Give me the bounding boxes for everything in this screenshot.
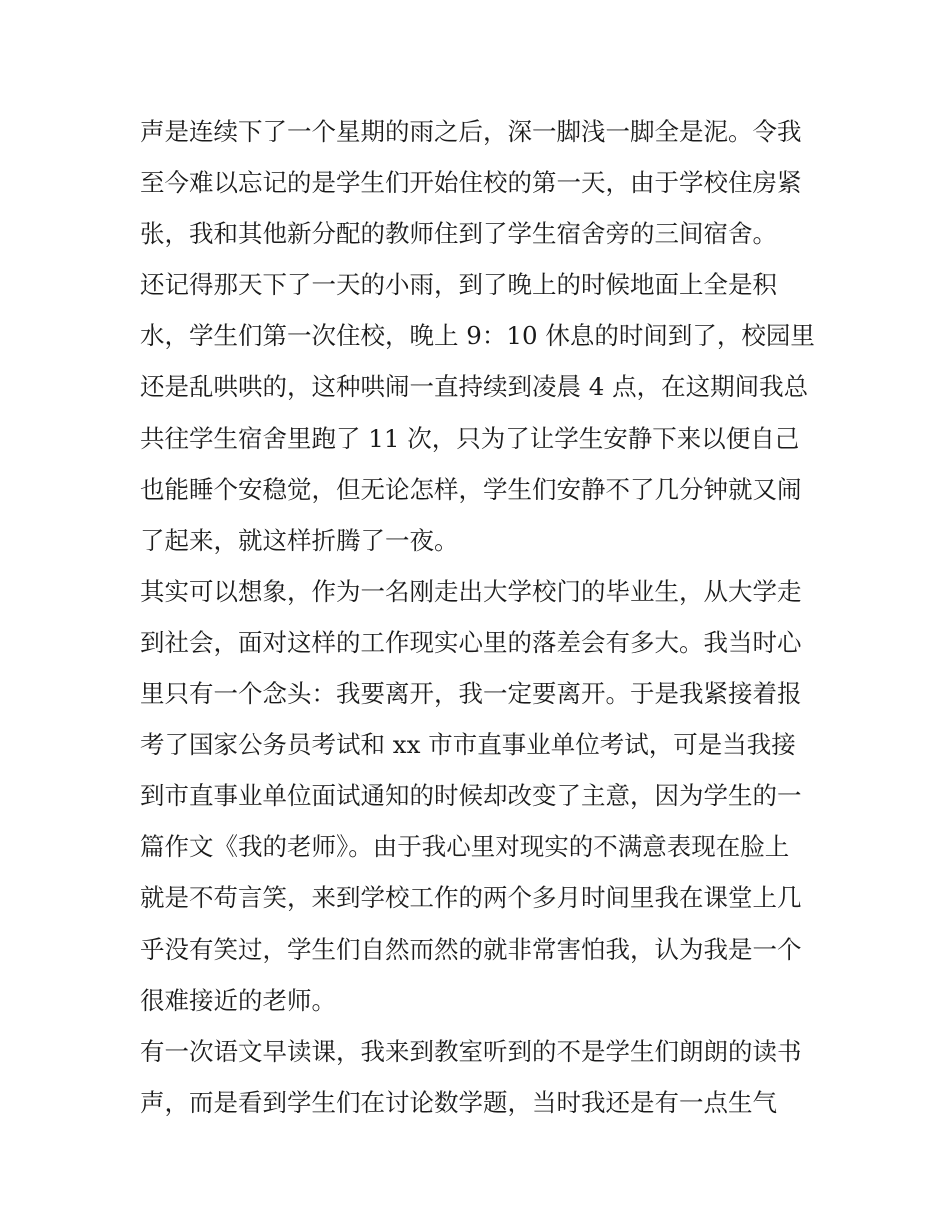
text-line: 到社会，面对这样的工作现实心里的落差会有多大。我当时心 [140,627,802,657]
text-line: 水，学生们第一次住校，晚上 9：10 休息的时间到了，校园里 [140,321,815,351]
text-line: 张，我和其他新分配的教师住到了学生宿舍旁的三间宿舍。 [140,219,777,249]
text-line: 很难接近的老师。 [140,985,336,1015]
text-line: 共往学生宿舍里跑了 11 次，只为了让学生安静下来以便自己 [140,423,800,453]
text-line: 至今难以忘记的是学生们开始住校的第一天，由于学校住房紧 [140,168,802,198]
text-line: 其实可以想象，作为一名刚走出大学校门的毕业生，从大学走 [140,576,802,606]
text-line: 还记得那天下了一天的小雨，到了晚上的时候地面上全是积 [140,270,777,300]
text-line: 声，而是看到学生们在讨论数学题，当时我还是有一点生气 [140,1087,777,1117]
text-line: 也能睡个安稳觉，但无论怎样，学生们安静不了几分钟就又闹 [140,474,802,504]
text-line: 乎没有笑过，学生们自然而然的就非常害怕我，认为我是一个 [140,934,802,964]
text-line: 里只有一个念头：我要离开，我一定要离开。于是我紧接着报 [140,679,802,709]
text-line: 就是不苟言笑，来到学校工作的两个多月时间里我在课堂上几 [140,883,802,913]
body-text [140,106,820,1128]
text-line: 考了国家公务员考试和 xx 市市直事业单位考试，可是当我接 [140,730,796,760]
text-line: 还是乱哄哄的，这种哄闹一直持续到凌晨 4 点，在这期间我总 [140,372,809,402]
text-line: 有一次语文早读课，我来到教室听到的不是学生们朗朗的读书 [140,1036,802,1066]
text-line: 到市直事业单位面试通知的时候却改变了主意，因为学生的一 [140,781,802,811]
text-line: 篇作文《我的老师》。由于我心里对现实的不满意表现在脸上 [140,832,790,862]
text-line: 了起来，就这样折腾了一夜。 [140,525,459,555]
text-line: 声是连续下了一个星期的雨之后，深一脚浅一脚全是泥。令我 [140,117,802,146]
